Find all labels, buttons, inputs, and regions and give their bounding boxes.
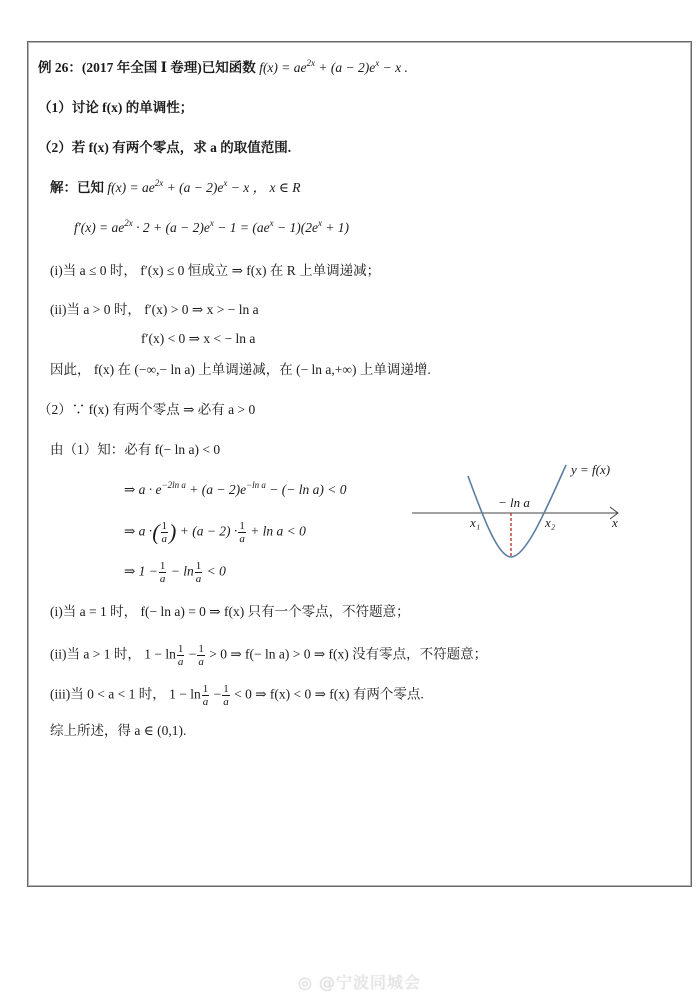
root-x1-label: x₁ <box>470 515 481 530</box>
step-1: ⇒ $a \cdot e^{-2ln a} + (a - 2)e^{-ln a}$ − (− ln a) < 0 <box>124 480 347 497</box>
weibo-watermark: ◎ @宁波同城会 <box>298 973 422 992</box>
question-2: （2）若 f(x) 有两个零点，求 a 的取值范围. <box>38 140 292 155</box>
curve-label: y = f(x) <box>571 462 611 477</box>
weibo-icon: ◎ <box>298 973 320 992</box>
final-answer: 综上所述，得 a ∈ (0,1). <box>50 723 187 738</box>
subcase-i: (i)当 a = 1 时， f(− ln a) = 0 ⇒ f(x) 只有一个零点，不符题意； <box>50 604 410 619</box>
part2-condition: 由（1）知：必有 f(− ln a) < 0 <box>50 442 221 457</box>
step-2: ⇒ a ·( $\frac{1}{a}$ ) + (a − 2) · $\frac{1}{a}$ + ln a < 0 <box>124 519 306 545</box>
step-3: ⇒ 1 − $\frac{1}{a}$ − ln $\frac{1}{a}$ < 0 <box>124 560 226 585</box>
part2-heading: （2）∵ f(x) 有两个零点 ⇒ 必有 a > 0 <box>38 402 256 417</box>
derivative-line: $f'(x) = ae^{2x} \cdot 2 + (a - 2)e^x - 1 = (ae^x - 1)(2e^x + 1)$ <box>74 218 350 235</box>
question-1: （1）讨论 f(x) 的单调性； <box>38 100 194 115</box>
case-ii-b: f′(x) < 0 ⇒ x < − ln a <box>141 331 256 346</box>
conclusion-part1: 因此， f(x) 在 (−∞,− ln a) 上单调递减，在 (− ln a,+∞) 上单调递增. <box>50 362 431 377</box>
title-prefix: 例 26：(2017 年全国 Ⅰ 卷理)已知函数 <box>38 60 260 75</box>
title-formula: $f(x) = ae^{2x} + (a - 2)e^x - x$ . <box>259 58 408 75</box>
vertex-label: − ln a <box>498 495 530 510</box>
problem-title <box>38 59 408 77</box>
subcase-iii: (iii)当 0 < a < 1 时， 1 − ln $\frac{1}{a}$ − $\frac{1}{a}$ < 0 ⇒ f(x) < 0 ⇒ f(x) 有两个零点. <box>50 683 424 708</box>
solution-intro: 解：已知 $f(x) = ae^{2x} + (a - 2)e^x - x$ ， x ∈ R <box>50 178 301 195</box>
subcase-ii: (ii)当 a > 1 时， 1 − ln $\frac{1}{a}$ − $\frac{1}{a}$ > 0 ⇒ f(− ln a) > 0 ⇒ f(x) 没有零点，不符题意； <box>50 643 488 668</box>
case-ii-a: (ii)当 a > 0 时， f′(x) > 0 ⇒ x > − ln a <box>50 302 259 317</box>
root-x2-label: x₂ <box>545 515 556 530</box>
x-axis-label: x <box>612 515 618 530</box>
case-i: (i)当 a ≤ 0 时， f′(x) ≤ 0 恒成立 ⇒ f(x) 在 R 上单调递减； <box>50 263 381 278</box>
